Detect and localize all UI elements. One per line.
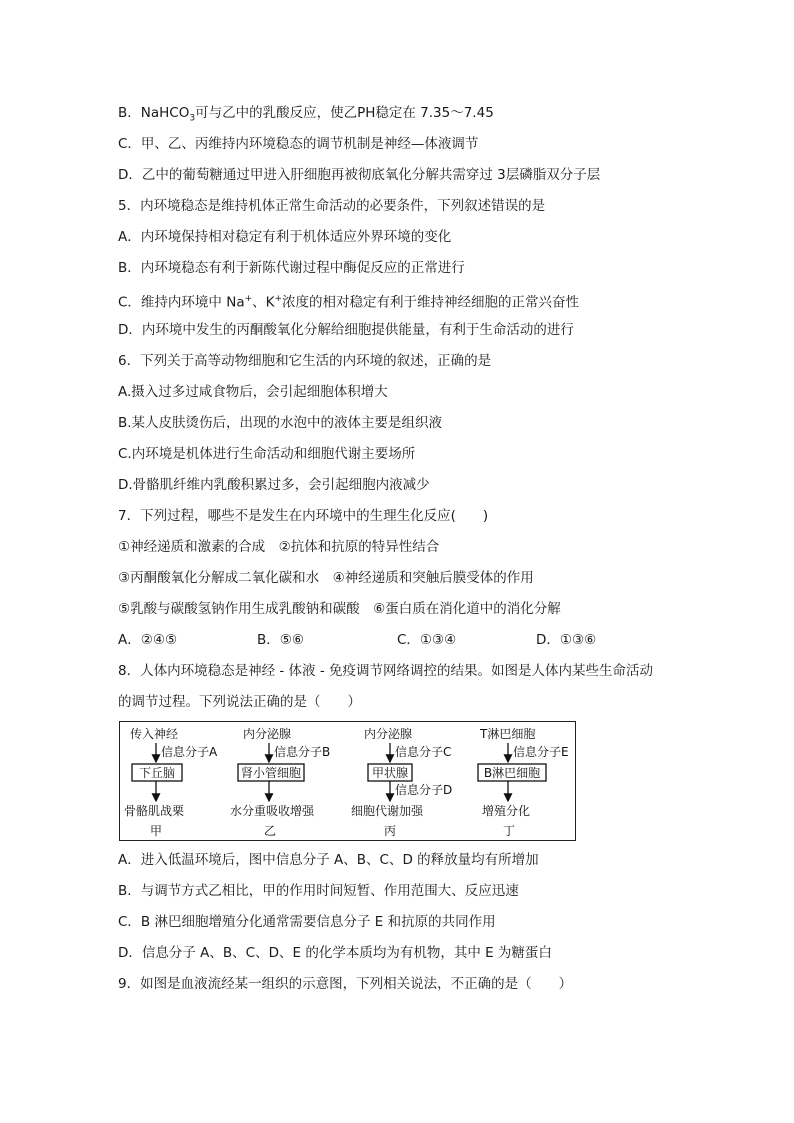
q5-option-b: B．内环境稳态有利于新陈代谢过程中酶促反应的正常进行 — [118, 260, 465, 276]
bing-signal: 信息分子C — [395, 745, 452, 759]
q7-option-c: C．①③④ — [397, 632, 457, 648]
q4-option-c: C．甲、乙、丙维持内环境稳态的调节机制是神经—体液调节 — [118, 136, 479, 152]
q5-option-c — [118, 290, 579, 312]
q7-option-b: B．⑤⑥ — [257, 632, 304, 648]
diagram-column-bing — [351, 726, 452, 838]
regulation-diagram-svg — [120, 722, 577, 842]
q5-option-a: A．内环境保持相对稳定有利于机体适应外界环境的变化 — [118, 229, 452, 245]
q5-option-c-text-3: 浓度的相对稳定有利于维持神经细胞的正常兴奋性 — [282, 294, 580, 311]
ding-source: T淋巴细胞 — [480, 727, 536, 741]
q5-option-c-superscript: + — [244, 294, 253, 304]
q5-option-c-superscript-2: + — [274, 294, 283, 304]
diagram-column-ding — [478, 726, 569, 838]
q4-option-b-text: B．NaHCO — [118, 105, 190, 121]
q5-stem: 5．内环境稳态是维持机体正常生命活动的必要条件，下列叙述错误的是 — [118, 198, 546, 214]
q6-stem: 6．下列关于高等动物细胞和它生活的内环境的叙述，正确的是 — [118, 353, 492, 369]
q8-option-c: C．B 淋巴细胞增殖分化通常需要信息分子 E 和抗原的共同作用 — [118, 914, 496, 930]
jia-result: 骨骼肌战栗 — [124, 804, 185, 818]
bing-result: 细胞代谢加强 — [351, 804, 424, 818]
bing-label: 丙 — [384, 824, 397, 838]
q7-option-a: A．②④⑤ — [118, 632, 178, 648]
q7-stem: 7．下列过程，哪些不是发生在内环境中的生理生化反应( ) — [118, 508, 489, 524]
q6-option-c: C.内环境是机体进行生命活动和细胞代谢主要场所 — [118, 446, 416, 462]
q4-option-b — [118, 104, 494, 128]
q4-option-b-subscript: 3 — [189, 113, 196, 124]
yi-target: 肾小管细胞 — [240, 766, 302, 780]
q4-option-b-text-2: 可与乙中的乳酸反应，使乙PH稳定在 7.35～7.45 — [195, 105, 494, 121]
q5-option-d: D．内环境中发生的丙酮酸氧化分解给细胞提供能量，有利于生命活动的进行 — [118, 322, 574, 338]
jia-signal: 信息分子A — [161, 745, 218, 759]
q6-option-a: A.摄入过多过咸食物后，会引起细胞体积增大 — [118, 384, 388, 400]
yi-result: 水分重吸收增强 — [230, 804, 315, 818]
q7-option-d: D．①③⑥ — [536, 632, 597, 648]
yi-label: 乙 — [264, 824, 277, 838]
q6-option-b: B.某人皮肤烫伤后，出现的水泡中的液体主要是组织液 — [118, 415, 443, 431]
jia-label: 甲 — [150, 824, 163, 838]
q8-option-d: D．信息分子 A、B、C、D、E 的化学本质均为有机物，其中 E 为糖蛋白 — [118, 945, 552, 961]
q5-option-c-text-2: 、K — [252, 294, 275, 311]
q4-option-d: D．乙中的葡萄糖通过甲进入肝细胞再被彻底氧化分解共需穿过 3层磷脂双分子层 — [118, 167, 601, 183]
q8-option-a: A．进入低温环境后，图中信息分子 A、B、C、D 的释放量均有所增加 — [118, 852, 539, 868]
q7-items-row-1: ①神经递质和激素的合成 ②抗体和抗原的特异性结合 — [118, 539, 440, 555]
q5-option-c-text: C．维持内环境中 Na — [118, 294, 245, 311]
q8-option-b: B．与调节方式乙相比，甲的作用时间短暂、作用范围大、反应迅速 — [118, 883, 519, 899]
yi-source: 内分泌腺 — [243, 727, 292, 741]
q7-items-row-3: ⑤乳酸与碳酸氢钠作用生成乳酸钠和碳酸 ⑥蛋白质在消化道中的消化分解 — [118, 601, 561, 617]
bing-target: 甲状腺 — [371, 766, 409, 780]
ding-signal: 信息分子E — [513, 745, 569, 759]
q8-stem-line-1: 8．人体内环境稳态是神经 - 体液 - 免疫调节网络调控的结果。如图是人体内某些生命活动 — [118, 663, 653, 679]
ding-result: 增殖分化 — [482, 804, 531, 818]
q8-stem-line-2: 的调节过程。下列说法正确的是（ ） — [118, 694, 361, 710]
jia-source: 传入神经 — [130, 727, 179, 741]
ding-label: 丁 — [503, 824, 516, 838]
q7-items-row-2: ③丙酮酸氧化分解成二氧化碳和水 ④神经递质和突触后膜受体的作用 — [118, 570, 534, 586]
bing-signal-2: 信息分子D — [395, 783, 453, 797]
regulation-diagram — [119, 721, 576, 841]
q6-option-d: D.骨骼肌纤维内乳酸积累过多，会引起细胞内液减少 — [118, 477, 430, 493]
diagram-column-jia — [124, 726, 218, 838]
ding-target: B淋巴细胞 — [483, 766, 541, 780]
diagram-column-yi — [230, 726, 330, 838]
q9-stem: 9．如图是血液流经某一组织的示意图，下列相关说法，不正确的是（ ） — [118, 976, 573, 992]
bing-source: 内分泌腺 — [364, 727, 413, 741]
jia-target: 下丘脑 — [138, 766, 176, 780]
yi-signal: 信息分子B — [274, 745, 331, 759]
